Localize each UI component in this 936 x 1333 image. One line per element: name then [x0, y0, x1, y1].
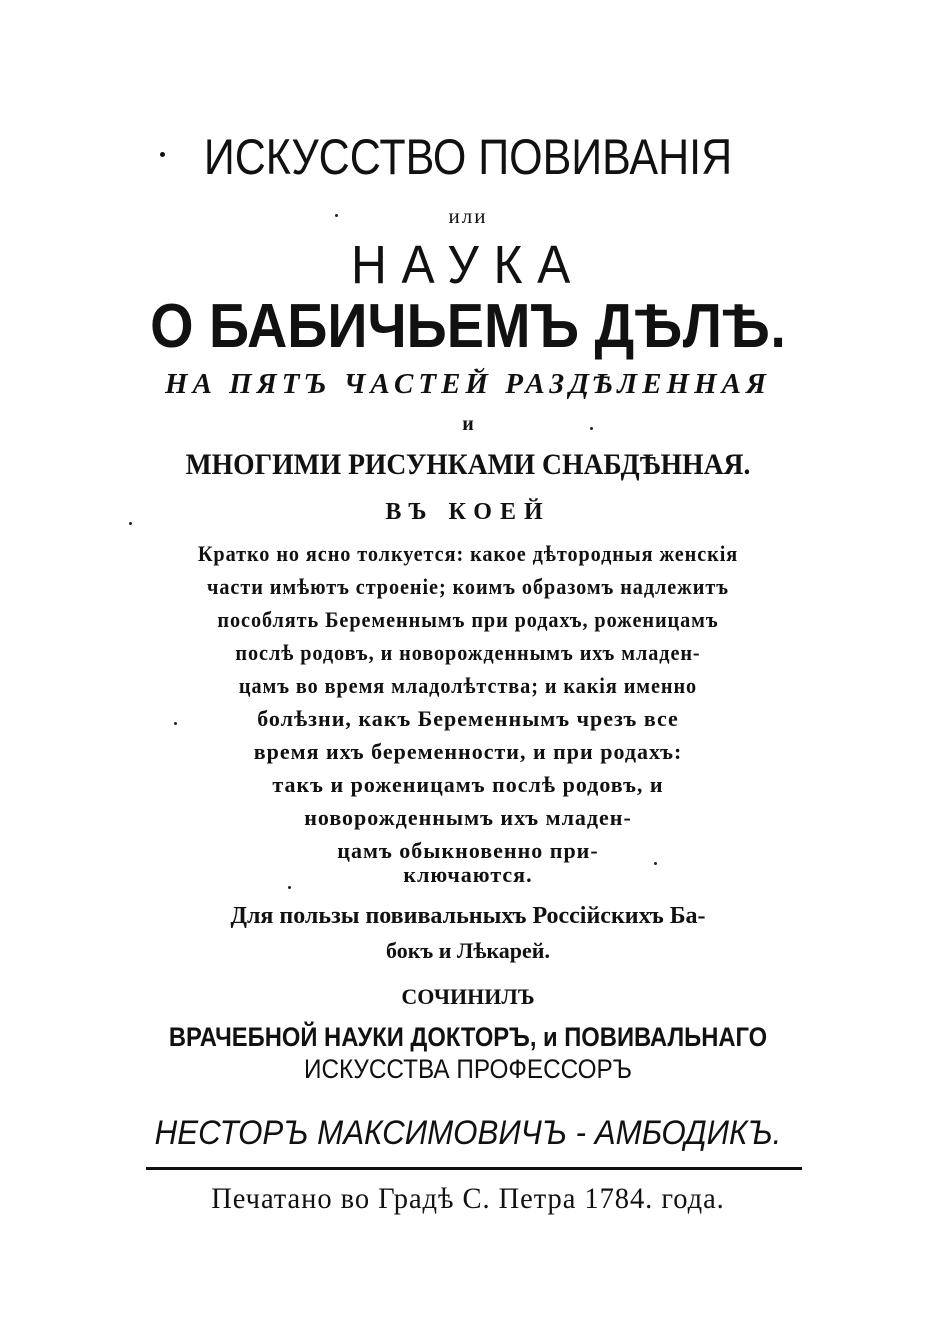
description-line: болѣзни, какъ Беременнымъ чрезъ все: [257, 706, 679, 731]
book-title: ИСКУССТВО ПОВИВАНІЯ: [203, 129, 733, 185]
description-line: части имѣютъ строеніе; коимъ образомъ надлежитъ: [207, 574, 729, 599]
horizontal-rule: [146, 1167, 802, 1170]
author-credentials-1: ВРАЧЕБНОЙ НАУКИ ДОКТОРЪ, и ПОВИВАЛЬНАГО: [168, 1022, 768, 1052]
description-line: такъ и роженицамъ послѣ родовъ, и: [272, 772, 664, 797]
alt-title-subject: О БАБИЧЬЕМЪ ДѢЛѢ.: [150, 292, 786, 361]
print-speck: [129, 522, 132, 525]
print-speck: [174, 722, 177, 725]
description-line: новорожденнымъ ихъ младен-: [304, 805, 632, 830]
title-conjunction: или: [448, 204, 488, 228]
description-line: цамъ обыкновенно при-: [337, 838, 599, 863]
composed-by-label: СОЧИНИЛЪ: [401, 984, 535, 1009]
description-line: ключаются.: [403, 862, 533, 887]
author-credentials-2: ИСКУССТВА ПРОФЕССОРЪ: [303, 1054, 632, 1084]
print-speck: [288, 886, 291, 889]
subtitle-in-which: ВЪ КОЕЙ: [385, 499, 551, 525]
print-speck: [590, 427, 593, 430]
description-line: цамъ во время младолѣтства; и какія именно: [238, 673, 698, 698]
print-speck: [335, 214, 338, 217]
author-name: НЕСТОРЪ МАКСИМОВИЧЪ - АМБОДИКЪ.: [154, 1114, 782, 1152]
subtitle-parts: НА ПЯТЪ ЧАСТЕЙ РАЗДѢЛЕННАЯ: [165, 368, 771, 400]
usage-line-1: Для пользы повивальныхъ Россійскихъ Ба-: [230, 903, 706, 929]
description-line: послѣ родовъ, и новорожденнымъ ихъ младен-: [235, 640, 701, 665]
usage-line-2: бокъ и Лѣкарей.: [385, 938, 550, 963]
subtitle-and: и: [462, 413, 474, 435]
imprint-line: Печатано во Градѣ С. Петра 1784. года.: [211, 1182, 725, 1215]
description-line: Кратко но ясно толкуется: какое дѣтородныя женскія: [197, 541, 739, 566]
alt-title-nauka: НАУКА: [350, 235, 586, 295]
subtitle-figures: МНОГИМИ РИСУНКАМИ СНАБДѢННАЯ.: [185, 448, 751, 481]
description-line: время ихъ беременности, и при родахъ:: [253, 739, 683, 764]
print-speck: [654, 862, 657, 865]
description-line: пособлять Беременнымъ при родахъ, роженицамъ: [217, 607, 719, 632]
